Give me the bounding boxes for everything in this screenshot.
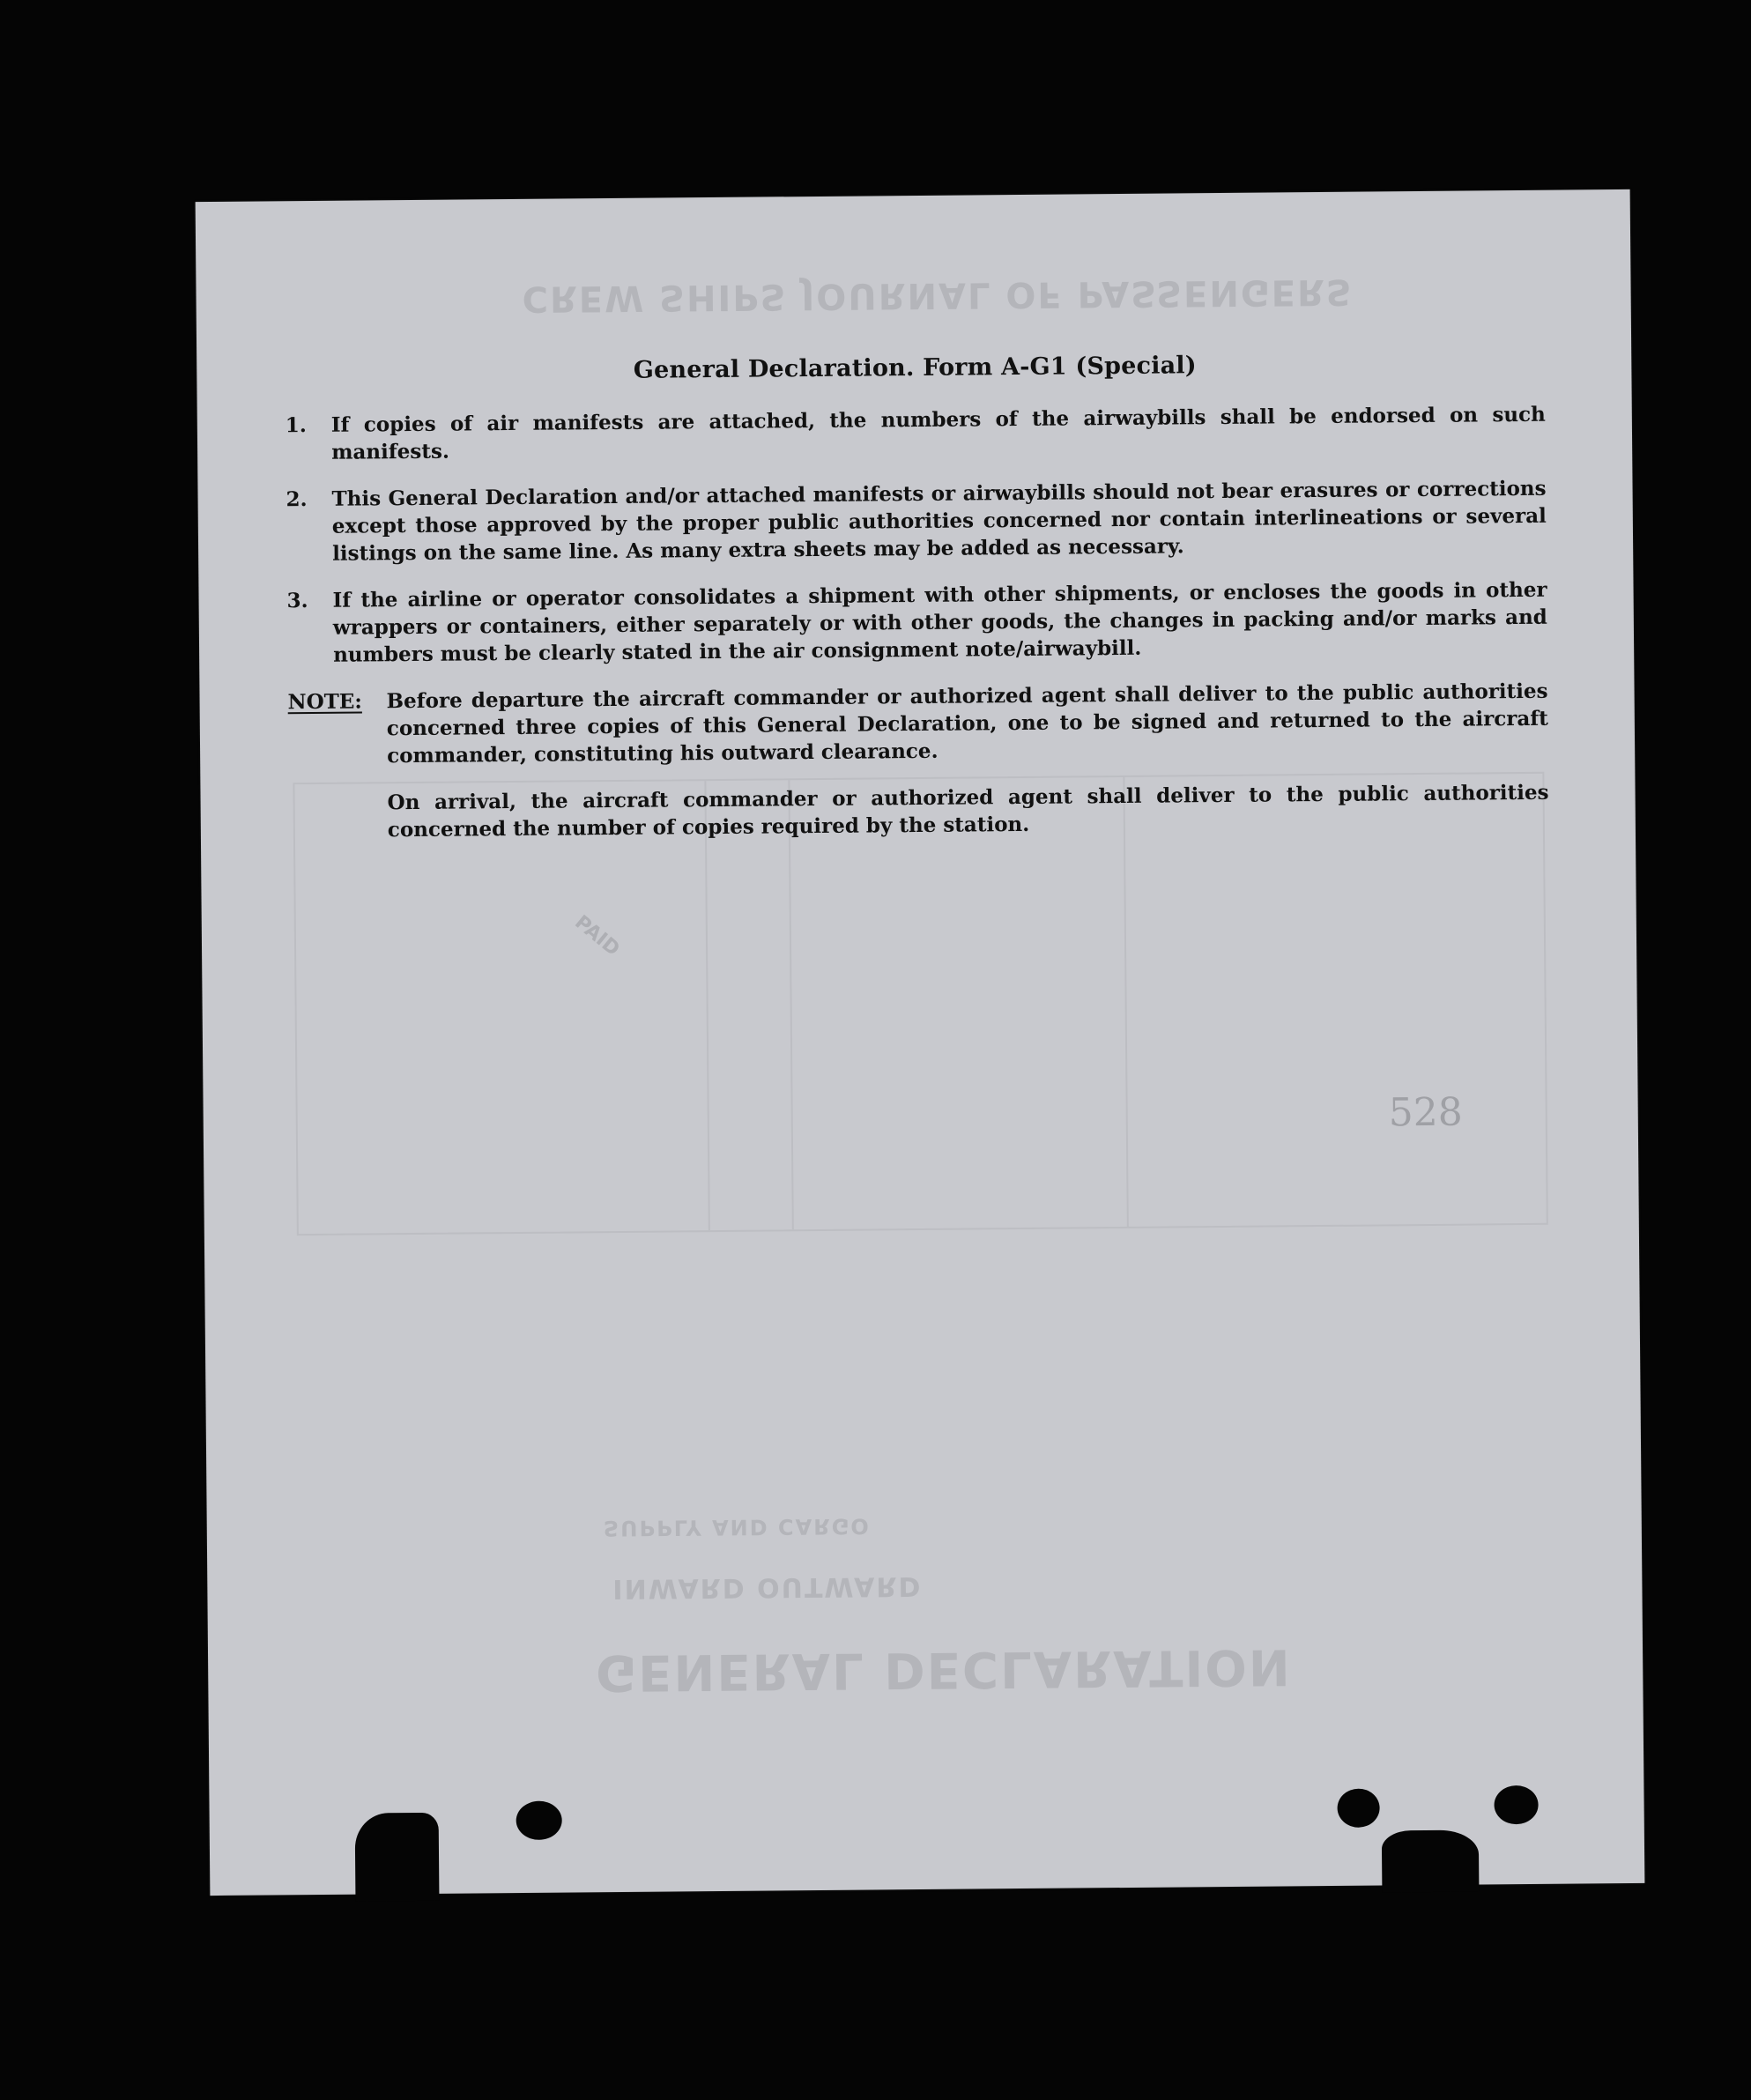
list-item (286, 475, 1547, 568)
note-paragraph: Before departure the aircraft commander or authorized agent shall deliver to the public authorities concerned three copies of this General Declaration, one to be signed and returned to the aircraft commander, constituting his outward clearance. (386, 679, 1548, 768)
note-body (386, 678, 1549, 863)
faded-stamp: PAID (570, 911, 624, 961)
document-page (196, 189, 1645, 1896)
item-number: 3. (286, 589, 308, 613)
punch-hole (516, 1801, 561, 1840)
bleed-through-text: GENERAL DECLARATION (595, 1637, 1292, 1702)
note-paragraph: On arrival, the aircraft commander or authorized agent shall deliver to the public authorities concerned the number of copies required by the station. (387, 780, 1549, 842)
torn-edge (1382, 1830, 1480, 1893)
bleed-through-text: SUPPLY AND CARGO (603, 1513, 871, 1541)
handwritten-number: 528 (1388, 1089, 1463, 1136)
bleed-through-text: INWARD OUTWARD (612, 1570, 923, 1605)
note-label: NOTE: (287, 689, 362, 715)
list-item (286, 576, 1547, 669)
item-number: 1. (285, 413, 307, 438)
bleed-through-text: CREW SHIPS JOURNAL OF PASSENGERS (522, 271, 1354, 319)
punch-hole (1337, 1788, 1379, 1827)
item-text: This General Declaration and/or attached manifests or airwaybills should not bear erasures or corrections except those approved by the proper public authorities concerned nor contain interlineations or several listings on the same line. As many extra sheets may be added as necessary. (331, 476, 1547, 566)
page-title: General Declaration. Form A-G1 (Special) (633, 352, 1197, 384)
item-number: 2. (286, 487, 308, 512)
torn-edge (355, 1813, 440, 1902)
declaration-instructions (285, 349, 1549, 883)
item-text: If copies of air manifests are attached, the numbers of the airwaybills shall be endorsed on such manifests. (330, 402, 1546, 464)
punch-hole (1494, 1785, 1538, 1824)
item-text: If the airline or operator consolidates a shipment with other shipments, or encloses the goods in other wrappers or containers, either separately or with other goods, the changes in packing and/or marks and numbers must be clearly stated in the air consignment note/airwaybill. (332, 577, 1547, 667)
list-item (286, 401, 1546, 466)
note-block (287, 678, 1549, 864)
